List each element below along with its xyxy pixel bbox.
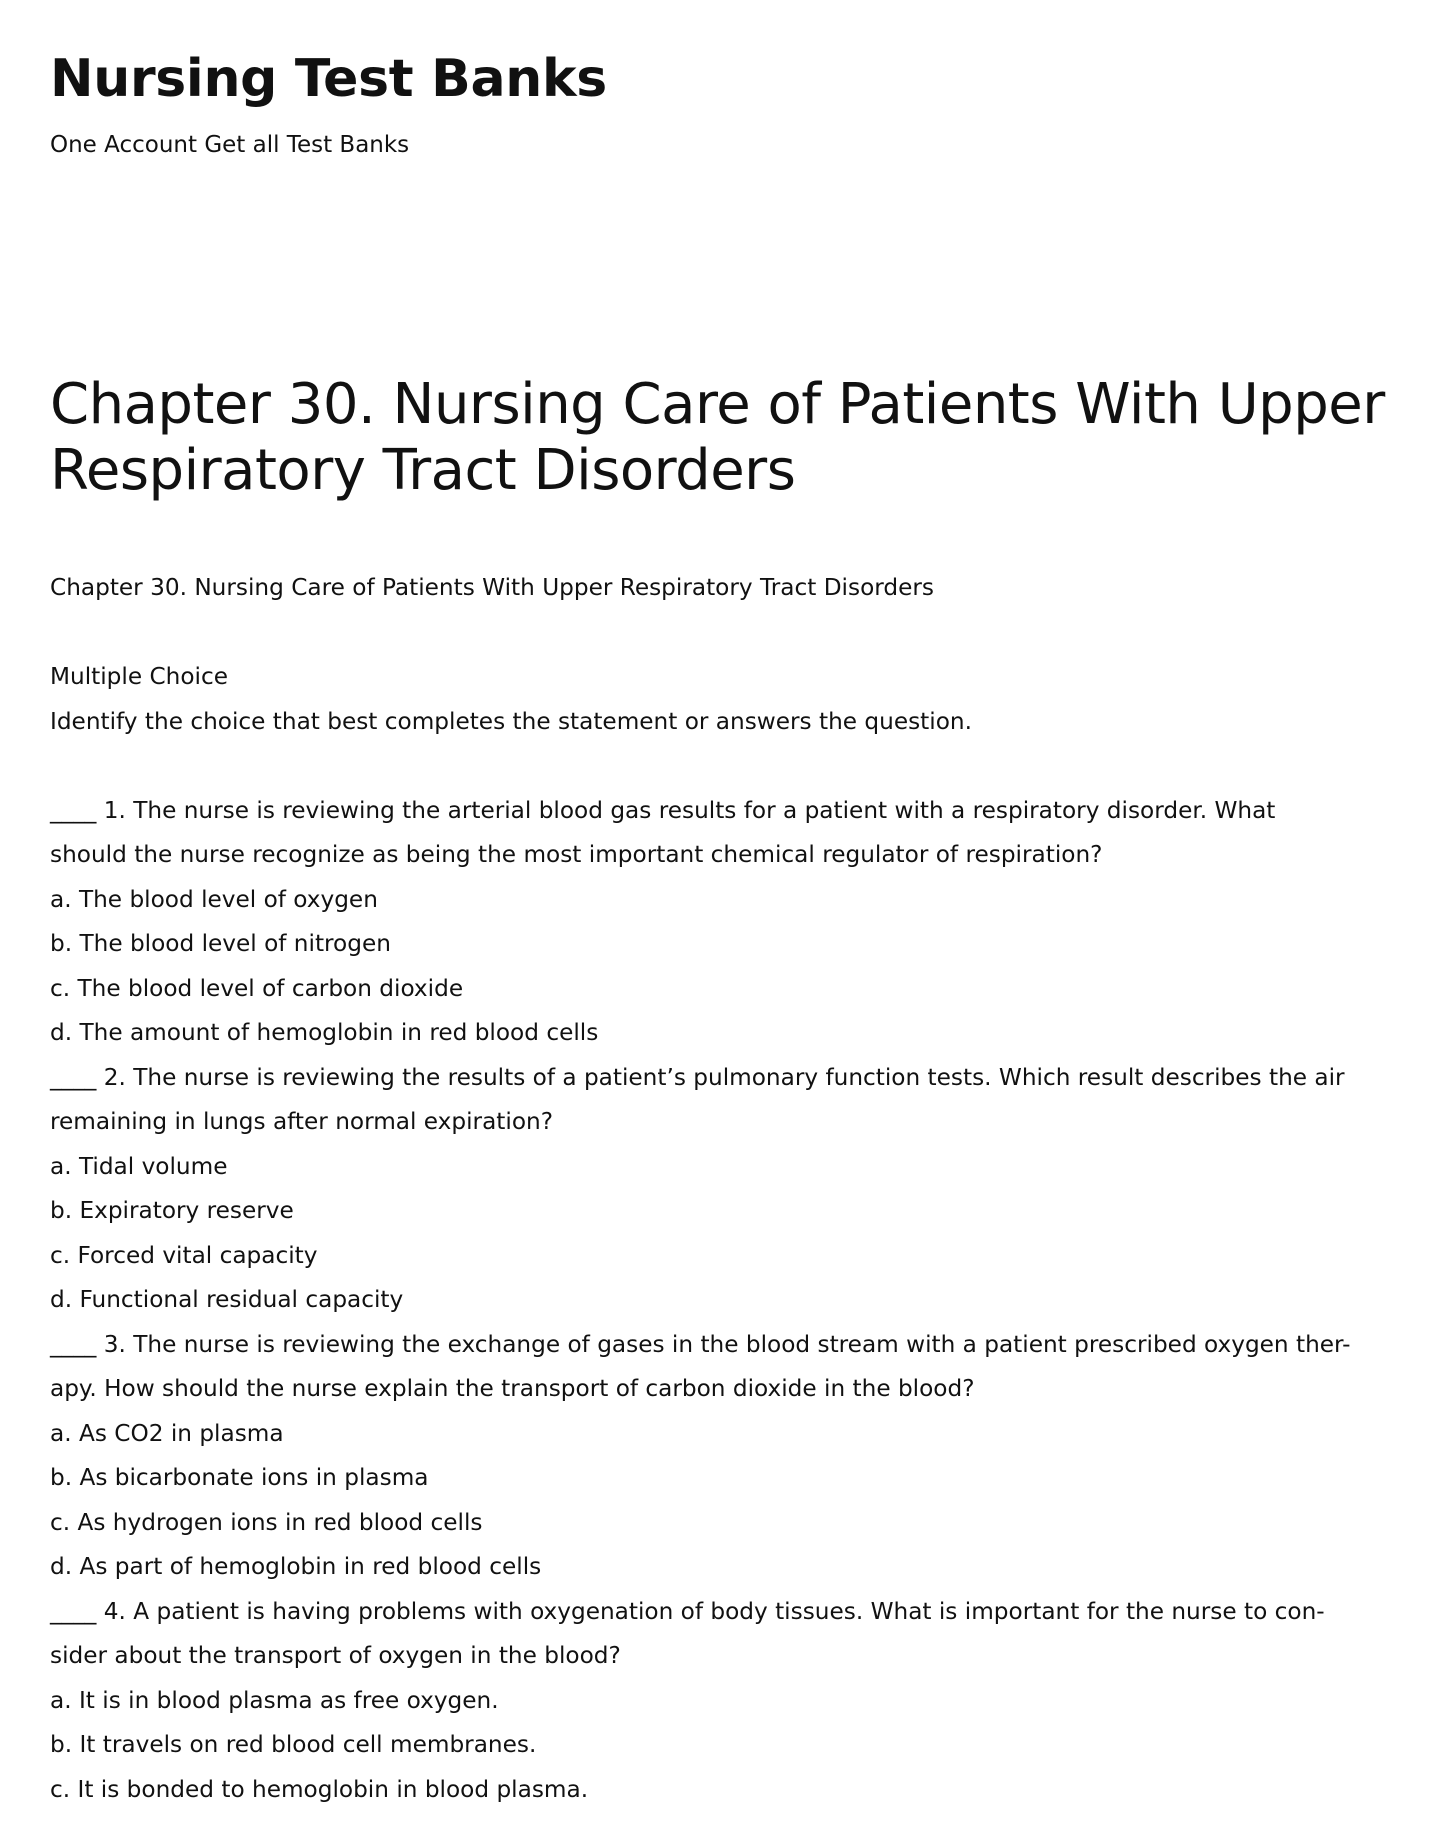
question-stem: ____ 2. The nurse is reviewing the results of a patient’s pulmonary function tests. Which result describes the air [50,1063,1345,1091]
answer-option: a. It is in blood plasma as free oxygen. [50,1686,499,1714]
answer-option: c. Forced vital capacity [50,1241,318,1269]
question-stem: remaining in lungs after normal expiration? [50,1108,554,1135]
site-tagline: One Account Get all Test Banks [50,132,410,158]
question-stem: ____ 3. The nurse is reviewing the exchange of gases in the blood stream with a patient prescribed oxygen ther- [50,1330,1351,1358]
answer-option: a. As CO2 in plasma [50,1419,284,1447]
question-stem: sider about the transport of oxygen in the blood? [50,1642,621,1669]
answer-option: d. The amount of hemoglobin in red blood cells [50,1019,599,1046]
spacer [50,611,1410,656]
answer-option: c. The blood level of carbon dioxide [50,974,464,1002]
spacer [50,744,1410,789]
section-heading: Multiple Choice [50,663,229,690]
instructions: Identify the choice that best completes the statement or answers the question. [50,707,972,735]
question-stem: ____ 4. A patient is having problems with oxygenation of body tissues. What is important for the nurse to con- [50,1597,1325,1625]
question-3 [50,1323,1410,1590]
question-4 [50,1590,1410,1813]
question-1 [50,789,1410,1056]
answer-option: d. As part of hemoglobin in red blood cells [50,1553,542,1580]
chapter-title: Chapter 30. Nursing Care of Patients With Upper Respiratory Tract Disorders [50,372,1385,503]
question-stem: ____ 1. The nurse is reviewing the arterial blood gas results for a patient with a respiratory disorder. What [50,796,1276,824]
article-content [50,566,1410,1812]
answer-option: d. Functional residual capacity [50,1286,404,1313]
answer-option: b. As bicarbonate ions in plasma [50,1464,429,1491]
answer-option: c. As hydrogen ions in red blood cells [50,1508,483,1536]
answer-option: a. The blood level of oxygen [50,885,378,913]
question-2 [50,1056,1410,1323]
answer-option: a. Tidal volume [50,1152,228,1180]
question-stem: should the nurse recognize as being the most important chemical regulator of respiration? [50,841,1103,868]
answer-option: b. Expiratory reserve [50,1197,294,1224]
answer-option: b. The blood level of nitrogen [50,930,391,957]
site-title[interactable]: Nursing Test Banks [50,49,607,109]
chapter-subtitle: Chapter 30. Nursing Care of Patients With Upper Respiratory Tract Disorders [50,574,934,601]
question-stem: apy. How should the nurse explain the transport of carbon dioxide in the blood? [50,1375,975,1402]
answer-option: c. It is bonded to hemoglobin in blood plasma. [50,1775,589,1803]
answer-option: b. It travels on red blood cell membranes. [50,1731,537,1758]
